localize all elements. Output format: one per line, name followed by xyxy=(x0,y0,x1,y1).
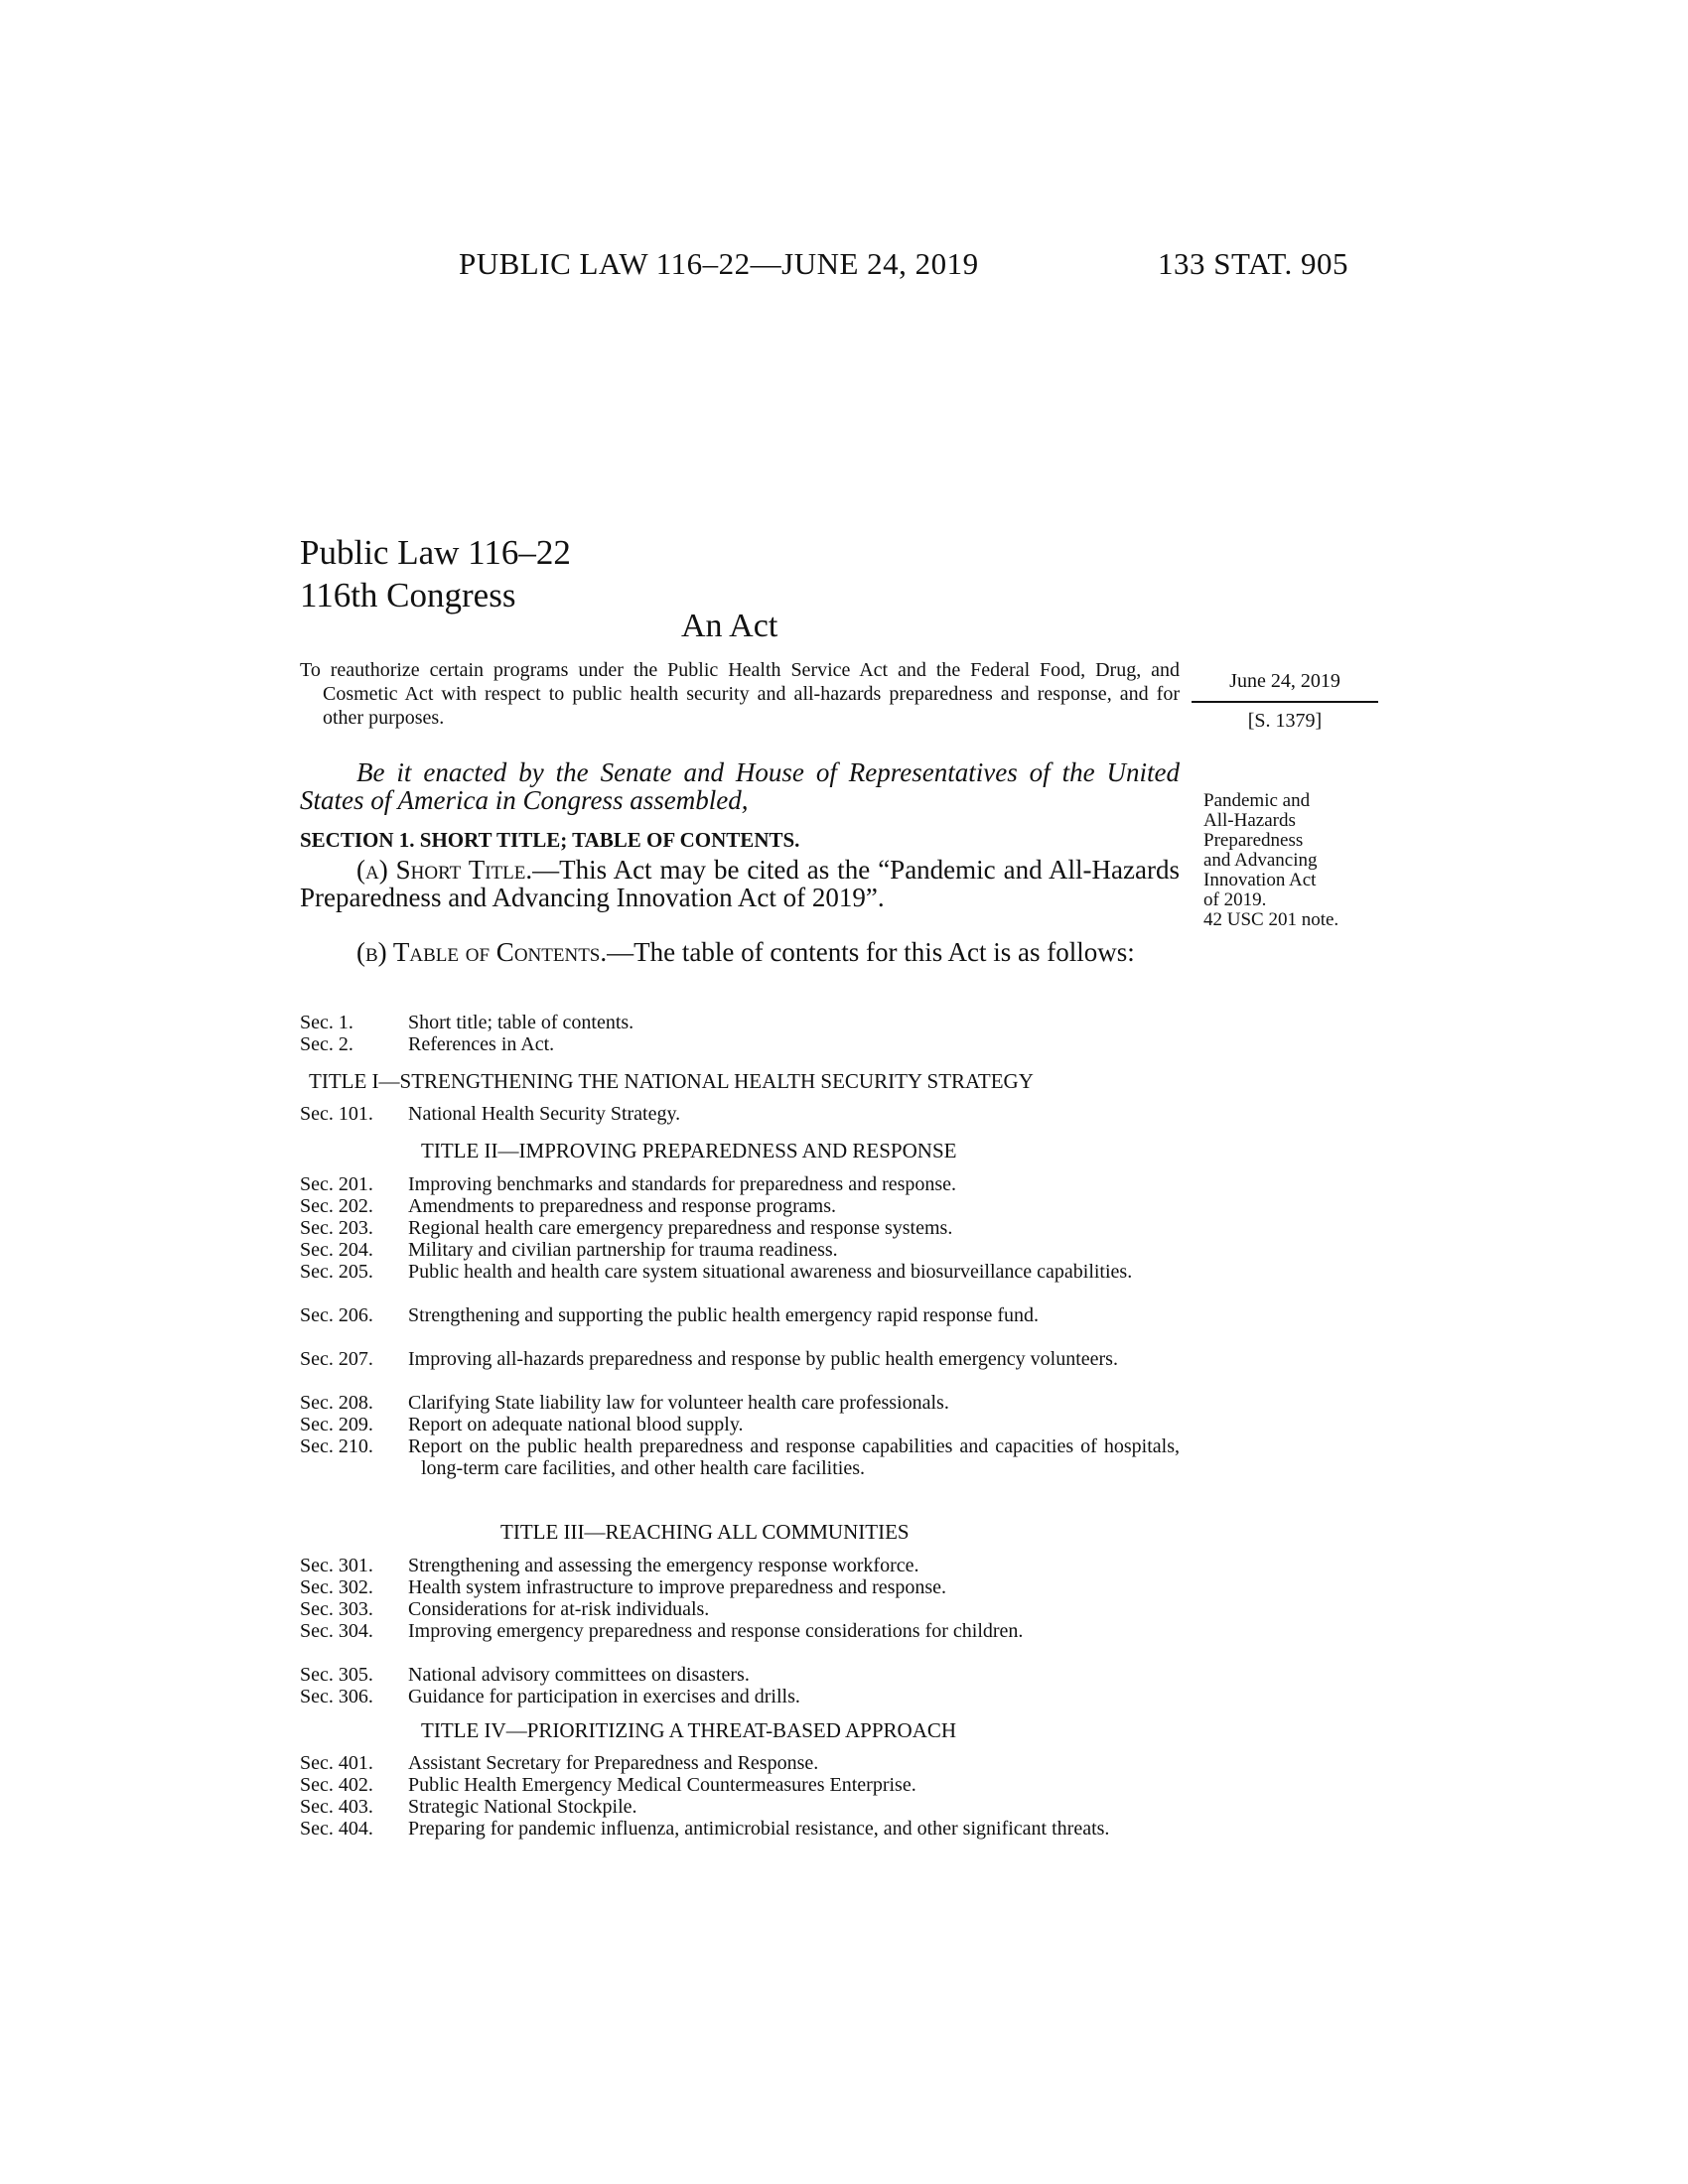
toc-entry xyxy=(300,1033,1180,1055)
toc-section-number: Sec. 206. xyxy=(300,1304,373,1326)
toc-section-number: Sec. 301. xyxy=(300,1555,373,1576)
law-identification xyxy=(300,531,571,616)
running-title: PUBLIC LAW 116–22—JUNE 24, 2019 xyxy=(459,246,979,281)
toc-entry xyxy=(300,1217,1180,1239)
toc-section-number: Sec. 1. xyxy=(300,1012,353,1033)
toc-section-number: Sec. 302. xyxy=(300,1576,373,1598)
toc-section-number: Sec. 401. xyxy=(300,1752,373,1774)
toc-section-title: Clarifying State liability law for volunteer health care professionals. xyxy=(408,1392,949,1414)
purpose-text: To reauthorize certain programs under the Public Health Service Act and the Federal Food, Drug, and Cosmetic Act with respect to public health security and all-hazards preparedness and response, and for other purposes. xyxy=(300,659,1180,729)
toc-section-number: Sec. 306. xyxy=(300,1686,373,1707)
toc-section-number: Sec. 203. xyxy=(300,1217,373,1239)
toc-entry xyxy=(300,1414,1180,1435)
bill-number: [S. 1379] xyxy=(1247,710,1323,732)
short-title-label: (a) Short Title xyxy=(356,855,526,885)
toc-section-title: Improving all-hazards preparedness and response by public health emergency volunteers. xyxy=(408,1348,1118,1370)
toc-section-title: Report on the public health preparedness and response capabilities and capacities of hospitals, long-term care facilities, and other health care facilities. xyxy=(408,1435,1180,1479)
toc-entry xyxy=(300,1796,1180,1818)
enacting-text: Be it enacted by the Senate and House of Representatives of the United States of America in Congress assembled, xyxy=(300,757,1180,815)
toc-section-title: National advisory committees on disasters. xyxy=(408,1664,750,1686)
toc-section-number: Sec. 207. xyxy=(300,1348,373,1370)
toc-section-title: Health system infrastructure to improve preparedness and response. xyxy=(408,1576,947,1598)
toc-section-number: Sec. 208. xyxy=(300,1392,373,1414)
margin-note-line: Innovation Act xyxy=(1203,870,1317,890)
toc-section-title: Strengthening and supporting the public health emergency rapid response fund. xyxy=(408,1304,1040,1326)
margin-note xyxy=(1203,791,1392,930)
enacting-clause xyxy=(300,758,1180,814)
toc-entry xyxy=(300,1195,1180,1217)
congress-number: 116th Congress xyxy=(300,576,516,614)
toc-section-title: Report on adequate national blood supply. xyxy=(408,1414,744,1435)
toc-section-number: Sec. 304. xyxy=(300,1620,373,1642)
toc-section-number: Sec. 402. xyxy=(300,1774,373,1796)
toc-section-number: Sec. 204. xyxy=(300,1239,373,1261)
toc-section-title: Public health and health care system situational awareness and biosurveillance capabilities. xyxy=(408,1261,1133,1283)
toc-section-number: Sec. 202. xyxy=(300,1195,373,1217)
toc-section-number: Sec. 305. xyxy=(300,1664,373,1686)
toc-entry xyxy=(300,1435,1180,1479)
toc-section-title: Improving benchmarks and standards for preparedness and response. xyxy=(408,1173,957,1195)
toc-entry xyxy=(300,1173,1180,1195)
toc-section-title: Public Health Emergency Medical Countermeasures Enterprise. xyxy=(408,1774,916,1796)
margin-date-block xyxy=(1192,667,1378,735)
toc-entry xyxy=(300,1304,1180,1326)
toc-entry xyxy=(300,1686,1180,1707)
toc-section-title: Regional health care emergency preparedness and response systems. xyxy=(408,1217,953,1239)
margin-rule xyxy=(1192,701,1378,703)
toc-section-title: Short title; table of contents. xyxy=(408,1012,634,1033)
margin-note-line: Pandemic and xyxy=(1203,790,1311,811)
toc-section-number: Sec. 404. xyxy=(300,1818,373,1840)
toc-section-title: Assistant Secretary for Preparedness and Response. xyxy=(408,1752,819,1774)
toc-title-heading: TITLE I—STRENGTHENING THE NATIONAL HEALTH SECURITY STRATEGY xyxy=(309,1069,1034,1093)
margin-note-line: Preparedness xyxy=(1203,830,1304,851)
toc-entry xyxy=(300,1752,1180,1774)
page-number: 133 STAT. 905 xyxy=(1158,246,1349,281)
toc-entry xyxy=(300,1012,1180,1033)
toc-entry xyxy=(300,1239,1180,1261)
margin-note-line: and Advancing xyxy=(1203,850,1318,871)
section-heading: SECTION 1. SHORT TITLE; TABLE OF CONTENTS. xyxy=(300,828,800,852)
toc-intro-text: .—The table of contents for this Act is as follows: xyxy=(600,937,1135,967)
toc-section-number: Sec. 209. xyxy=(300,1414,373,1435)
toc-section-title: Improving emergency preparedness and response considerations for children. xyxy=(408,1620,1024,1642)
toc-section-number: Sec. 210. xyxy=(300,1435,373,1457)
toc-section-title: Considerations for at-risk individuals. xyxy=(408,1598,710,1620)
toc-section-number: Sec. 2. xyxy=(300,1033,353,1055)
margin-note-line: 42 USC 201 note. xyxy=(1203,909,1339,930)
toc-section-title: Military and civilian partnership for trauma readiness. xyxy=(408,1239,838,1261)
toc-label: (b) Table of Contents xyxy=(356,937,601,967)
toc-title-heading: TITLE II—IMPROVING PREPAREDNESS AND RESPONSE xyxy=(421,1139,957,1162)
margin-note-line: All-Hazards xyxy=(1203,810,1296,831)
toc-title-heading: TITLE III—REACHING ALL COMMUNITIES xyxy=(500,1520,910,1544)
act-label: An Act xyxy=(681,608,778,644)
toc-entry xyxy=(300,1664,1180,1686)
toc-section-title: National Health Security Strategy. xyxy=(408,1103,681,1125)
toc-entry xyxy=(300,1103,1180,1125)
law-name: Public Law 116–22 xyxy=(300,533,571,572)
toc-entry xyxy=(300,1774,1180,1796)
margin-note-line: of 2019. xyxy=(1203,889,1267,910)
toc-entry xyxy=(300,1576,1180,1598)
toc-section-number: Sec. 205. xyxy=(300,1261,373,1283)
toc-entry xyxy=(300,1818,1180,1840)
toc-paragraph xyxy=(300,938,1180,966)
toc-entry xyxy=(300,1555,1180,1576)
toc-section-title: Preparing for pandemic influenza, antimicrobial resistance, and other significant threats. xyxy=(408,1818,1110,1840)
toc-section-number: Sec. 201. xyxy=(300,1173,373,1195)
enactment-date: June 24, 2019 xyxy=(1229,670,1340,692)
toc-entry xyxy=(300,1620,1180,1642)
toc-entry xyxy=(300,1392,1180,1414)
toc-section-title: References in Act. xyxy=(408,1033,555,1055)
short-title-paragraph xyxy=(300,856,1180,911)
toc-section-title: Strategic National Stockpile. xyxy=(408,1796,637,1818)
toc-section-number: Sec. 303. xyxy=(300,1598,373,1620)
toc-section-number: Sec. 101. xyxy=(300,1103,373,1125)
act-purpose xyxy=(300,658,1180,730)
toc-entry xyxy=(300,1598,1180,1620)
toc-section-title: Amendments to preparedness and response programs. xyxy=(408,1195,836,1217)
toc-entry xyxy=(300,1261,1180,1283)
toc-title-heading: TITLE IV—PRIORITIZING A THREAT-BASED APPROACH xyxy=(421,1718,957,1742)
toc-section-title: Guidance for participation in exercises and drills. xyxy=(408,1686,800,1707)
short-title-text: .—This Act may be cited as the “Pandemic and All-Hazards Preparedness and Advancing Innovation Act of 2019”. xyxy=(300,855,1180,912)
toc-section-title: Strengthening and assessing the emergency response workforce. xyxy=(408,1555,919,1576)
toc-entry xyxy=(300,1348,1180,1370)
toc-section-number: Sec. 403. xyxy=(300,1796,373,1818)
